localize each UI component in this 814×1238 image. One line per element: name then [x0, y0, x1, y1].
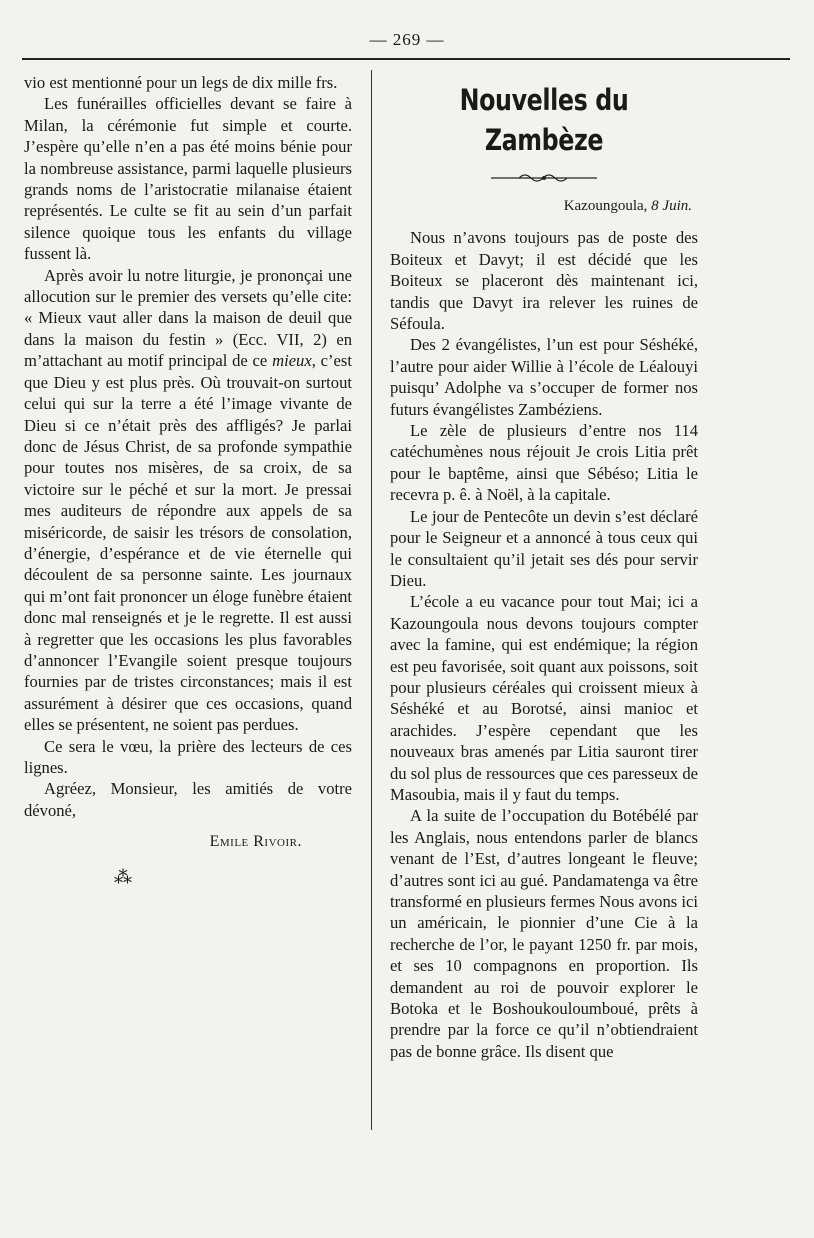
header-rule: [22, 58, 790, 60]
ornament-divider: [390, 170, 698, 184]
ornament-flourish-icon: [489, 172, 599, 184]
emphasis-text: mieux: [272, 351, 312, 371]
paragraph: Le zèle de plusieurs d’entre nos 114 catéchumènes nous réjouit Je crois Litia prêt pour le baptême, ainsi que Sébéso; Litia le recevra p. ê. à Noël, à la capitale.: [390, 421, 698, 505]
paragraph: Ce sera le vœu, la prière des lecteurs de ces lignes.: [24, 736, 352, 777]
paragraph: Des 2 évangélistes, l’un est pour Séshéké, l’autre pour aider Willie à l’école de Léalouyi puisqu’ Adolphe va s’occuper de former nos futurs évangélistes Zambéziens.: [390, 335, 698, 419]
dateline: [390, 196, 692, 217]
paragraph: vio est mentionné pour un legs de dix mille frs.: [24, 73, 338, 92]
paragraph-text: , c’est que Dieu y est plus près. Où trouvait-on surtout celui qui sur la terre a été l’image vivante de Dieu si ce n’était près des affligés? Je parlai donc de Jésus Christ, de sa profonde sympathie pour toutes nos misères, de sa croix, de sa victoire sur le péché et sur la mort. Je pressai mes auditeurs de répondre aux appels de sa miséricorde, de saisir les trésors de consolation, d’énergie, d’espérance et de vie éternelle qui découlent de sa personne sainte. Les journaux qui m’ont fait prononcer un éloge funèbre étaient donc mal renseignés et je le regrette. Il est aussi à regretter que les occasions les plus favorables d’annoncer l’Evangile soient presque toujours fournies par de tristes circonstances; mais il est assurément à désirer que ces occasions, quand elles se présentent, ne soient pas perdues.: [24, 351, 352, 735]
article-heading: Nouvelles du Zambèze: [459, 83, 629, 157]
signature: Emile Rivoir.: [209, 833, 302, 851]
paragraph-text: Après avoir lu notre liturgie, je prononçai une allocution sur le premier des versets qu’elle cite: « Mieux vaut aller dans la maison de deuil que dans la maison du festin » (Ecc. VII, 2) en m’attachant au motif principal de ce: [24, 265, 352, 371]
paragraph: A la suite de l’occupation du Botébélé par les Anglais, nous entendons parler de blancs venant de l’Est, d’autres longeant le fleuve; d’autres sont ici au gué. Pandamatenga va être transformé en plusieurs fermes Nous avons ici un américain, le pionnier d’une Cie à la recherche de l’or, le payant 1250 fr. par mois, et ses 10 compagnons en proportion. Ils demandent au roi de pouvoir explorer le Botoka et le Boshoukouloumboué, prêts à prendre par la force ce qu’il n’obtiendraient pas de bonne grâce. Ils disent que: [390, 806, 698, 1061]
paragraph: [24, 265, 352, 736]
right-column: [390, 72, 698, 1062]
paragraph: Agréez, Monsieur, les amitiés de votre dévoné,: [24, 779, 352, 820]
paragraph: L’école a eu vacance pour tout Mai; ici a Kazoungoula nous devons toujours compter avec la famine, qui est endémique; la région est peu favorisée, soit quant aux poissons, soit pour plusieurs céréales qui croissent mieux à Séshéké et au Borotsé, ainsi manioc et arachides. J’espère cependant que les nouveaux bras amenés par Litia sauront tirer du sol plus de ressources que ces paresseux de Masoubia, mais il y faut du temps.: [390, 592, 698, 804]
page-number: — 269 —: [369, 30, 445, 49]
left-column: [24, 72, 352, 887]
column-divider: [371, 70, 372, 1130]
asterism: ⁂: [114, 866, 132, 887]
dateline-date: 8 Juin.: [651, 198, 692, 214]
paragraph: Les funérailles officielles devant se faire à Milan, la cérémonie fut simple et courte. J’espère qu’elle n’en a pas été moins bénie pour la nombreuse assistance, parmi laquelle plusieurs grands noms de l’aristocratie milanaise étaient représentés. Le culte se fit au sein d’un parfait silence quoique tous les enfants du village fussent là.: [24, 94, 352, 264]
paragraph: Nous n’avons toujours pas de poste des Boiteux et Davyt; il est décidé que les Boiteux se placeront dès maintenant ici, tandis que Davyt ira relever les ruines de Séfoula.: [390, 228, 698, 334]
paragraph: Le jour de Pentecôte un devin s’est déclaré pour le Seigneur et a annoncé à tous ceux qui le consultaient qu’il jetait ses dés pour servir Dieu.: [390, 506, 698, 590]
dateline-place: Kazoungoula,: [563, 198, 648, 214]
